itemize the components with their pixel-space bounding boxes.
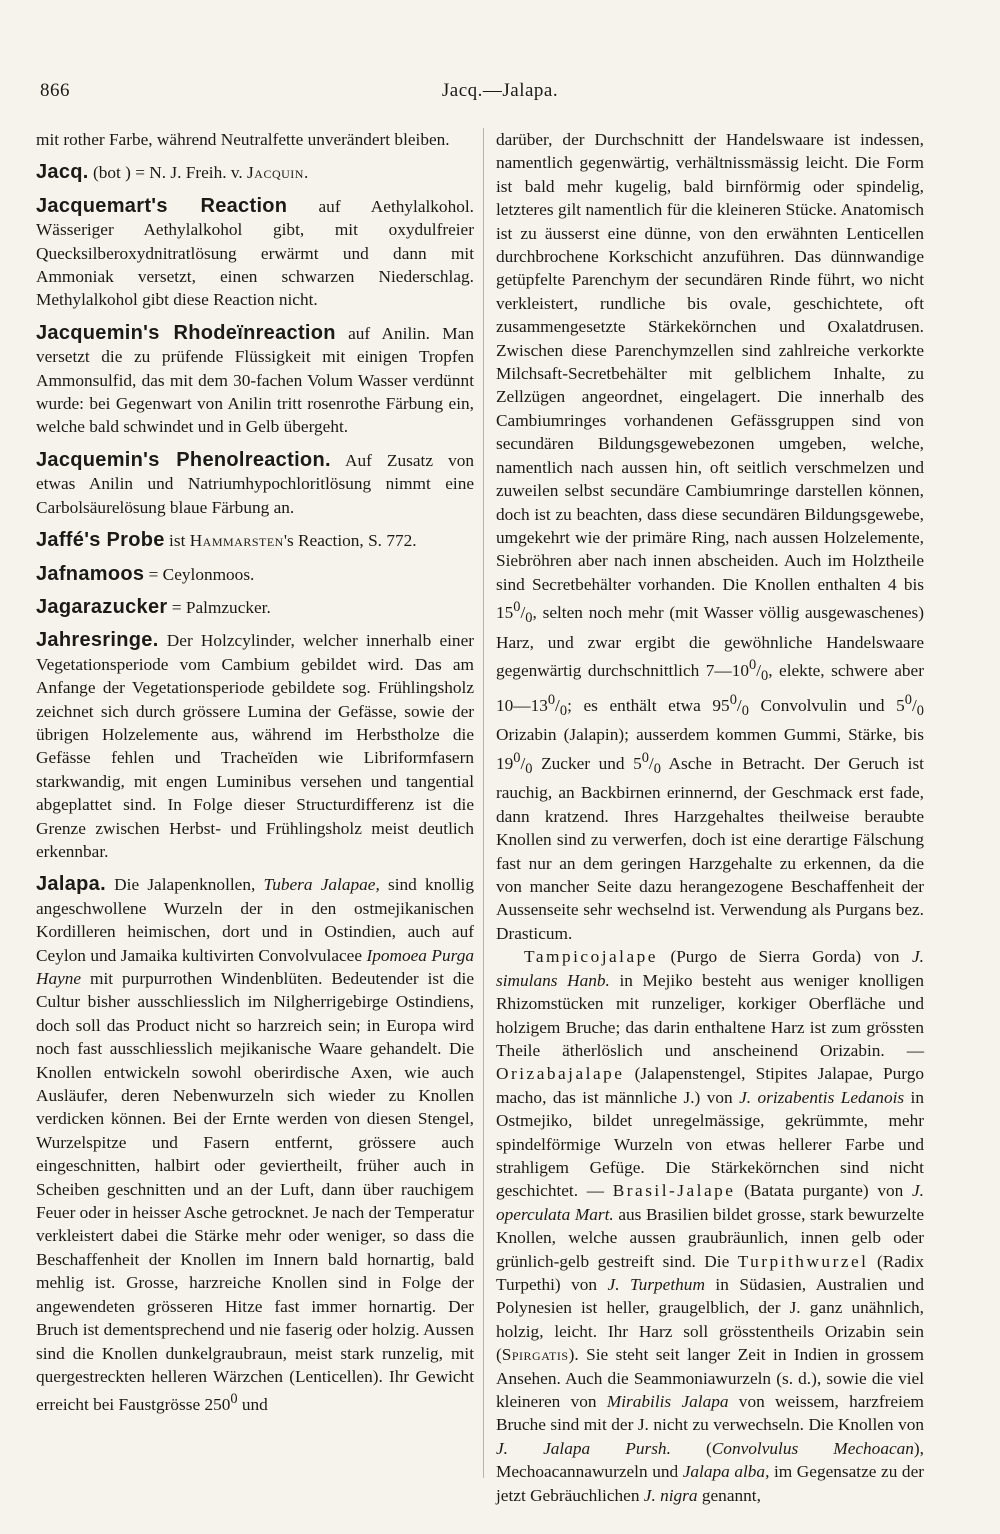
page-number: 866: [40, 80, 70, 101]
headword: Jacquemart's Reaction: [36, 194, 288, 217]
variety-name: Tampicojalape: [524, 947, 658, 967]
entry-jacquemin-phenolreaction: Jacquemin's Phenolreaction. Auf Zusatz von etwas Anilin und Natriumhypochloritlösung nimmt eine Carbolsäurelösung blaue Färbung an.: [36, 448, 474, 517]
entry-continuation: mit rother Farbe, während Neutralfette unverändert bleiben.: [36, 130, 450, 149]
headword: Jacquemin's Rhodeïnreaction: [36, 321, 336, 344]
variety-name: Turpithwurzel: [737, 1251, 869, 1271]
entry-jaffe-probe: Jaffé's Probe ist Hammarsten's Reaction, S. 772.: [36, 529, 417, 552]
entry-jahresringe: Jahresringe. Der Holzcylinder, welcher innerhalb einer Vegetationsperiode vom Cambium gebildet wird. Das am Anfange der Vegetationsperiode gebildete sog. Frühlingsholz zeichnet sich durch grössere Lumina der Gefässe, sowie der übrigen Holzelemente aus, während im Herbstholze die Gefässe fehlen und Tracheïden wie Libriformfasern starkwandig, mit engen Luminibus versehen und tangential abgeplattet sind. In Folge dieser Structurdifferenz ist die Grenze zwischen Herbst- und Frühlingsholz meist deutlich erkennbar.: [36, 629, 474, 861]
headword: Jacq.: [36, 161, 89, 184]
author-name: Jacquin: [247, 163, 304, 183]
headword: Jacquemin's Phenolreaction.: [36, 448, 331, 471]
variety-name: Orizabajalape: [496, 1064, 625, 1084]
entry-jafnamoos: Jafnamoos = Ceylonmoos.: [36, 562, 255, 585]
entry-jagarazucker: Jagarazucker = Palmzucker.: [36, 595, 271, 618]
entry-jalapa-continued: darüber, der Durchschnitt der Handelswaare ist indessen, namentlich gegenwärtig, verhältnissmässig leicht. Die Form ist bald mehr kugelig, bald birnförmig oder spindelig, letzteres gilt namentlich für die kleineren Stücke. Anatomisch ist zu äusserst eine dünne, von den erwähnten Lenticellen durchbrochene Korkschicht anzuführen. Das dünnwandige getüpfelte Parenchym der secundären Rinde führt, wo nicht verkleistert, rundliche bis ovale, geschichtete, oft zusammengesetzte Stärkekörnchen und Oxalatdrusen. Zwischen diese Parenchymzellen sind zahlreiche verkorkte Milchsaft-Secretbehälter mit gelblichem Inhalte, zu Zellzügen angeordnet, eingelagert. Die innerhalb des Cambiumringes vorhandenen Gefässgruppen sind von secundären Bildungsgewebezonen umgeben, welche, namentlich nach aussen hin, oft seitlich verschmelzen und zuweilen selbst secundäre Cambiumringe darstellen können, doch ist zu beachten, dass diese secundären Bildungsgewebe, umgekehrt wie der primäre Ring, nach aussen Holzelemente, Siebröhren aber nach innen abscheiden. Auch im Holztheile sind Secretbehälter vorhanden. Die Knollen enthalten 4 bis $15^0/_0$, selten noch mehr (mit Wasser völlig ausgewaschenes) Harz, und zwar ergibt die gewöhnliche Handelswaare gegenwärtig durchschnittlich $7—10^0/_0$, elekte, schwere aber $10—13^0/_0$; es enthält etwa $95^0/_0$ Convolvulin und $5^0/_0$ Orizabin (Jalapin); ausserdem kommen Gummi, Stärke, bis $19^0/_0$ Zucker und $5^0/_0$ Asche in Betracht. Der Geruch ist rauchig, an Backbirnen erinnernd, der Geschmack erst fade, dann kratzend. Ihres Harzgehaltes theilweise beraubte Knollen sind zu verwerfen, doch ist eine derartige Fälschung fast nur an dem geringen Harzgehalte zu erkennen, da die von mancher Seite dazu herangezogene Beschaffenheit der Aussenseite sehr wechselnd ist. Verwendung als Purgans bez. Drasticum.: [496, 130, 924, 943]
entry-jacquemart-reaction: Jacquemart's Reaction auf Aethylalkohol. Wässeriger Aethylalkohol gibt, mit oxydulfreier Quecksilberoxydnitratlösung erwärmt und dann mit Ammoniak versetzt, einen schwarzen Niederschlag. Methylalkohol gibt diese Reaction nicht.: [36, 194, 474, 310]
column-divider: [483, 128, 484, 1478]
author-name: Spirgatis: [501, 1345, 569, 1365]
left-column: [36, 128, 474, 1416]
headword: Jahresringe.: [36, 629, 159, 652]
author-name: Hammarsten: [189, 531, 284, 551]
headword: Jafnamoos: [36, 562, 145, 585]
entry-jalapa: Jalapa. Die Jalapenknollen, Tubera Jalapae, sind knollig angeschwollene Wurzeln der in den ostmejikanischen Kordilleren heimischen, dort und in Ostindien, auch auf Ceylon und Jamaika kultivirten Convolvulacee Ipomoea Purga Hayne mit purpurrothen Windenblüten. Bedeutender ist die Cultur bisher ausschliesslich im Nilgherrigebirge Ostindiens, doch soll das Product nicht so harzreich sein; in Europa wird noch fast ausschliesslich mejikanische Waare gehandelt. Die Knollen entwickeln sowohl oberirdische Axen, wie auch Ausläufer, deren Nebenwurzeln sich wieder zu Knollen verdicken können. Bei der Ernte werden von diesen Stengel, Wurzelspitze und Fasern entfernt, grössere auch eingeschnitten, halbirt oder geviertheilt, früher auch in Scheiben geschnitten und an der Luft, dann über rauchigem Feuer oder in heisser Asche getrocknet. Je nach der Temperatur verkleistert dabei die Stärke mehr oder weniger, so dass die Beschaffenheit der Knollen im Innern bald hornartig, bald mehlig ist. Grosse, harzreiche Knollen sind in Folge der angewendeten grösseren Hitze fast immer hornartig. Der Bruch ist dementsprechend und nie faserig oder holzig. Aussen sind die Knollen dunkelgraubraun, meist stark runzelig, mit quergestreckten helleren Wärzchen (Lenticellen). Ihr Gewicht erreicht bei Faustgrösse $250^0$ und: [36, 873, 475, 1415]
running-head: Jacq.—Jalapa.: [441, 80, 559, 101]
page-header: [0, 80, 1000, 110]
variety-name: Brasil-Jalape: [612, 1181, 736, 1201]
varieties-paragraph: Tampicojalape (Purgo de Sierra Gorda) von J. simulans Hanb. in Mejiko besteht aus weniger knolligen Rhizomstücken mit runzeliger, korkiger Oberfläche und holzigem Bruche; das darin enthaltene Harz ist zum grössten Theile ätherlöslich und anscheinend Orizabin. — Orizabajalape (Jalapenstengel, Stipites Jalapae, Purgo macho, das ist männliche J.) von J. orizabentis Ledanois in Ostmejiko, bildet unregelmässige, gekrümmte, mehr spindelförmige Wurzeln von etwas hellerer Farbe und strahligem Gefüge. Die Stärkekörnchen sind nicht geschichtet. — Brasil-Jalape (Batata purgante) von J. operculata Mart. aus Brasilien bildet grosse, stark bewurzelte Knollen, welche aussen graubräunlich, innen gelb oder grünlich-gelb gestreift sind. Die Turpithwurzel (Radix Turpethi) von J. Turpethum in Südasien, Australien und Polynesien ist heller, graugelblich, der J. ganz unähnlich, holzig, leicht. Ihr Harz soll grösstentheils Orizabin sein (Spirgatis). Sie steht seit langer Zeit in Indien in grossem Ansehen. Auch die Seammoniawurzeln (s. d.), sowie die viel kleineren von Mirabilis Jalapa von weissem, harzfreiem Bruche sind mit der J. nicht zu verwechseln. Die Knollen von J. Jalapa Pursh. (Convolvulus Mechoacan), Mechoacannawurzeln und Jalapa alba, im Gegensatze zu der jetzt Gebräuchlichen J. nigra genannt,: [496, 947, 925, 1505]
headword: Jaffé's Probe: [36, 529, 165, 552]
headword: Jalapa.: [36, 873, 106, 896]
right-column: [496, 128, 924, 1507]
headword: Jagarazucker: [36, 595, 168, 618]
entry-jacquemin-rhodeinreaction: Jacquemin's Rhodeïnreaction auf Anilin. Man versetzt die zu prüfende Flüssigkeit mit einigen Tropfen Ammonsulfid, das mit dem 30-fachen Volum Wasser verdünnt wurde: bei Gegenwart von Anilin tritt rosenrothe Färbung ein, welche bald schwindet und in Gelb übergeht.: [36, 321, 474, 437]
entry-jacq: Jacq. (bot ) = N. J. Freih. v. Jacquin.: [36, 161, 309, 184]
